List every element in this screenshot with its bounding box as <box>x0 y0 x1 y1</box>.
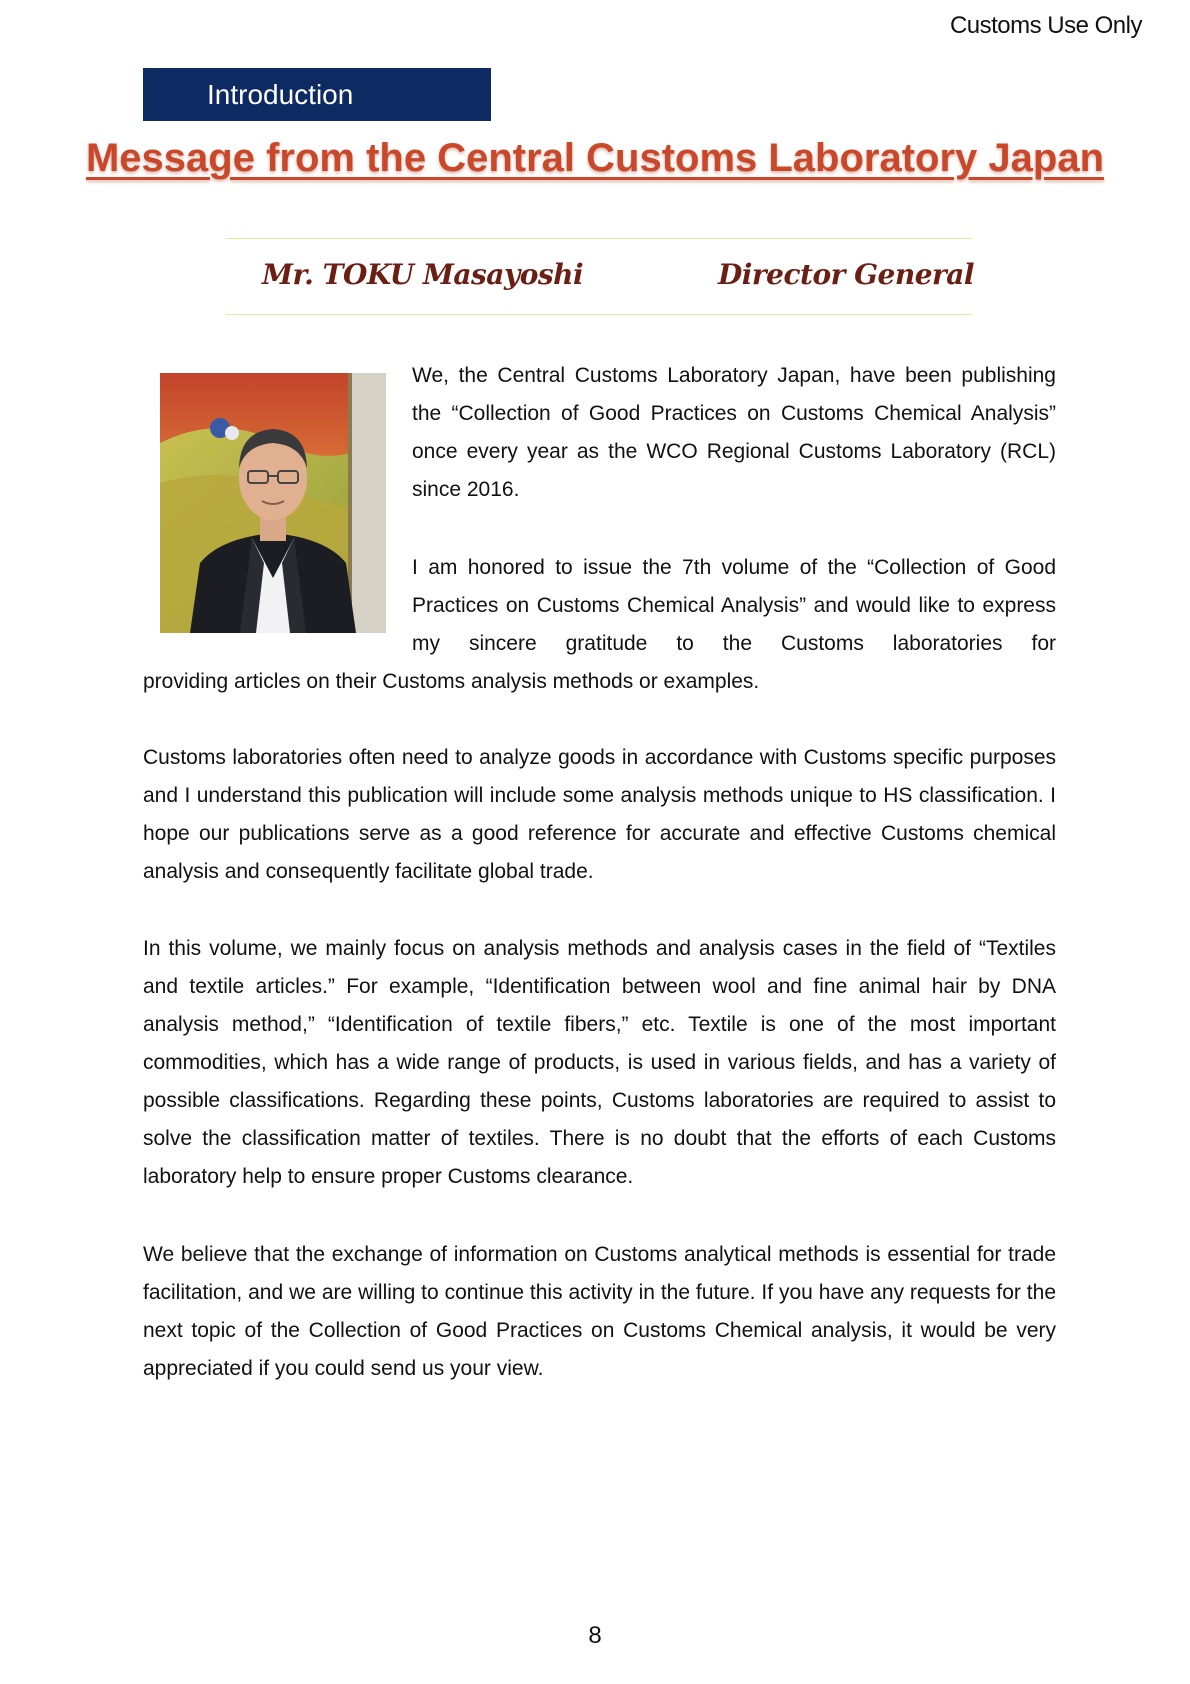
paragraph-2: I am honored to issue the 7th volume of the “Collection of Good Practices on Customs Chemical Analysis” and would like to express my sincere gratitude to the Customs laboratories for <box>412 556 1056 655</box>
paragraph-1: We, the Central Customs Laboratory Japan, have been publishing the “Collection of Good Practices on Customs Chemical Analysis” once every year as the WCO Regional Customs Laboratory (RCL) since 2016. <box>412 364 1056 501</box>
top-divider <box>226 238 972 239</box>
paragraph-5: We believe that the exchange of information on Customs analytical methods is essential for trade facilitation, and we are willing to continue this activity in the future. If you have any requests for the next topic of the Collection of Good Practices on Customs Chemical analysis, it would be very appreciated if you could send us your view. <box>143 1243 1056 1380</box>
page-title: Message from the Central Customs Laboratory Japan <box>85 136 1105 180</box>
paragraph-2-continued: providing articles on their Customs analysis methods or examples. <box>143 670 760 693</box>
paragraph-4: In this volume, we mainly focus on analysis methods and analysis cases in the field of “Textiles and textile articles.” For example, “Identification between wool and fine animal hair by DNA analysis method,” “Identification of textile fibers,” etc. Textile is one of the most important commodities, which has a wide range of products, is used in various fields, and has a variety of possible classifications. Regarding these points, Customs laboratories are required to assist to solve the classification matter of textiles. There is no doubt that the efforts of each Customs laboratory help to ensure proper Customs clearance. <box>143 937 1056 1188</box>
portrait-photo <box>160 373 386 633</box>
person-role: Director General <box>718 258 975 291</box>
person-name: Mr. TOKU Masayoshi <box>262 258 584 291</box>
customs-use-only-note: Customs Use Only <box>949 12 1142 39</box>
page-number: 8 <box>588 1622 602 1649</box>
bottom-divider <box>226 314 972 315</box>
paragraph-3: Customs laboratories often need to analyze goods in accordance with Customs specific purposes and I understand this publication will include some analysis methods unique to HS classification. I hope our publications serve as a good reference for accurate and effective Customs chemical analysis and consequently facilitate global trade. <box>143 746 1056 883</box>
introduction-banner: Introduction <box>143 68 491 121</box>
